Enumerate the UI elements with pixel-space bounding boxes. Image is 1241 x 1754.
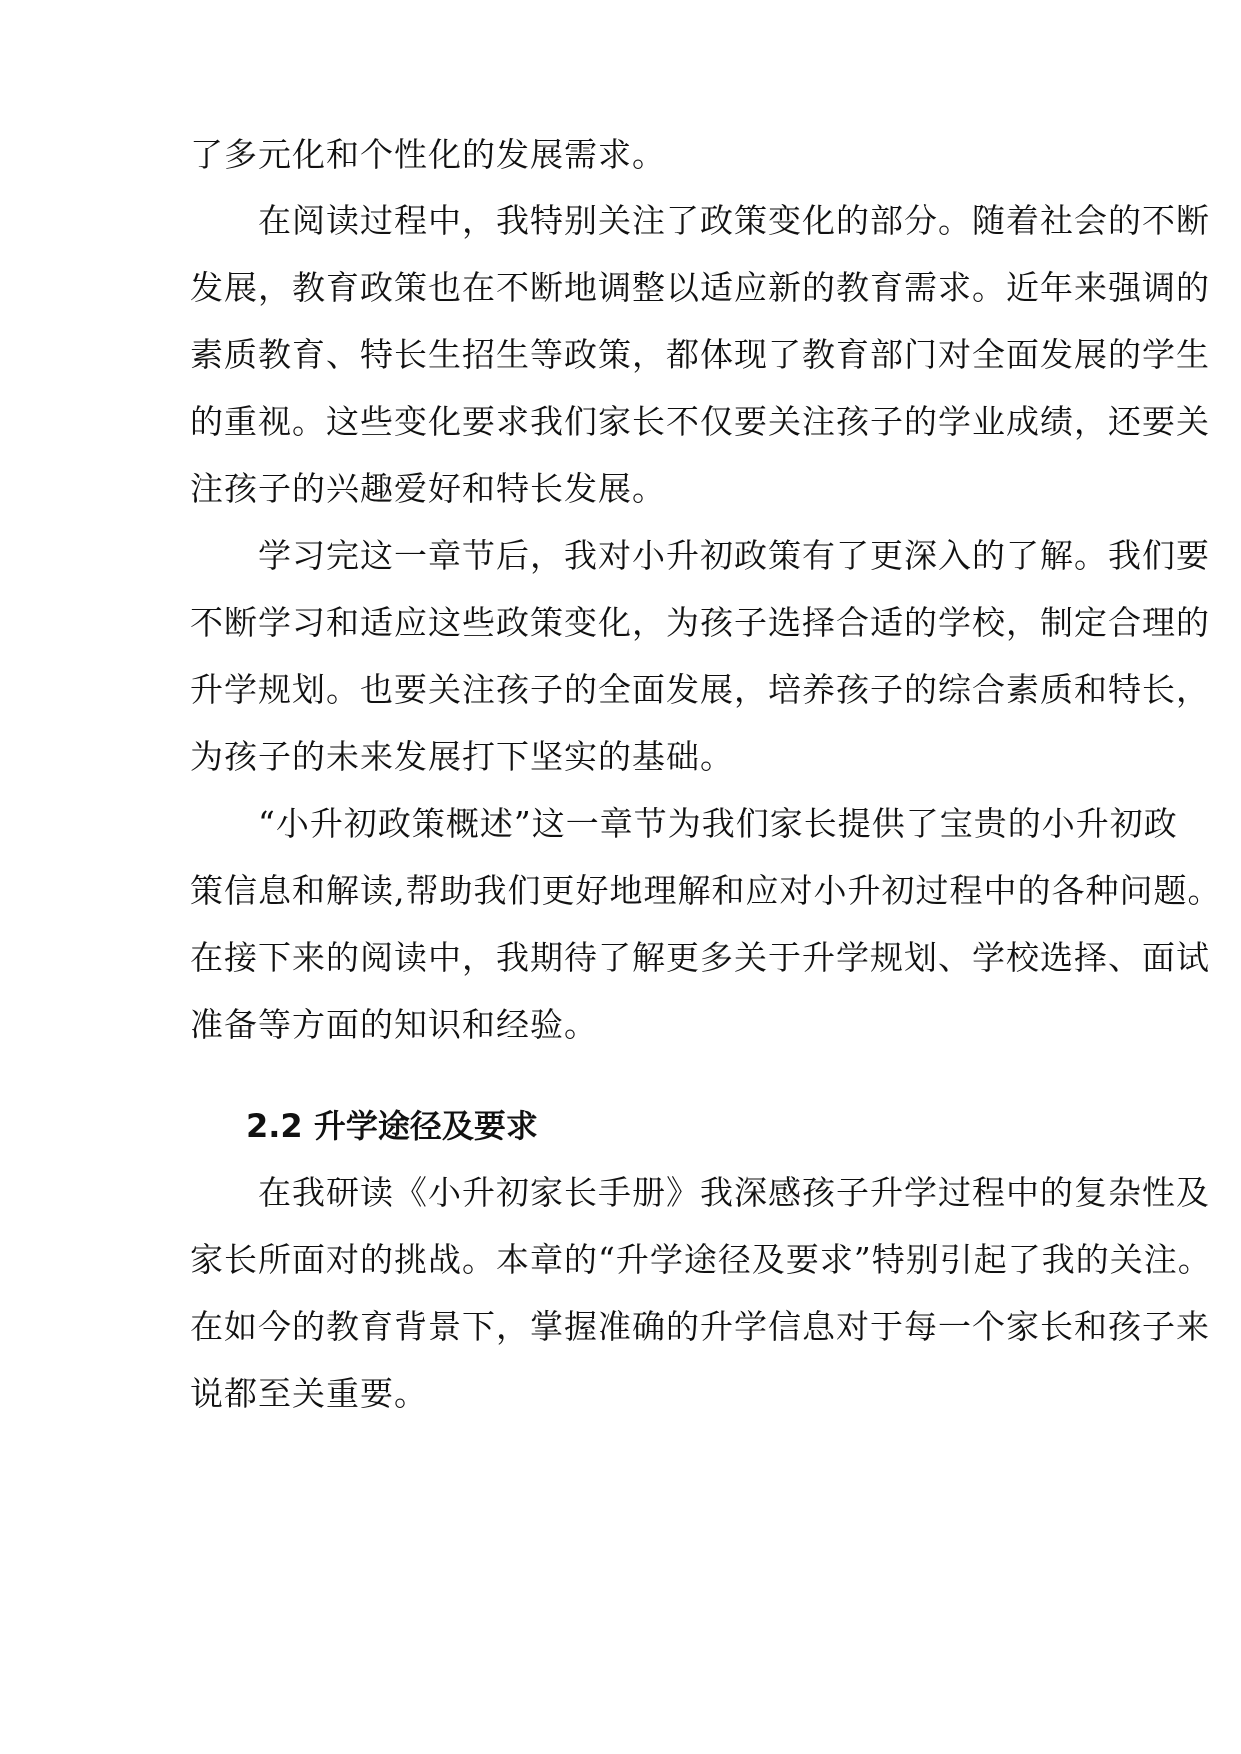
section-heading: 2.2 升学途径及要求 [246, 1107, 538, 1145]
text-line: 升学规划。也要关注孩子的全面发展，培养孩子的综合素质和特长， [190, 670, 1210, 709]
text-line: 素质教育、特长生招生等政策，都体现了教育部门对全面发展的学生 [190, 335, 1210, 374]
text-line: 在接下来的阅读中，我期待了解更多关于升学规划、学校选择、面试 [190, 938, 1210, 977]
text-line: 注孩子的兴趣爱好和特长发展。 [190, 469, 666, 508]
text-line: 发展，教育政策也在不断地调整以适应新的教育需求。近年来强调的 [190, 268, 1210, 307]
text-line: “小升初政策概述”这一章节为我们家长提供了宝贵的小升初政 [190, 804, 1178, 843]
text-line: 家长所面对的挑战。本章的“升学途径及要求”特别引起了我的关注。 [190, 1240, 1212, 1279]
text-line: 在如今的教育背景下，掌握准确的升学信息对于每一个家长和孩子来 [190, 1307, 1210, 1346]
text-line: 学习完这一章节后，我对小升初政策有了更深入的了解。我们要 [190, 536, 1210, 575]
text-line: 不断学习和适应这些政策变化，为孩子选择合适的学校，制定合理的 [190, 603, 1210, 642]
text-line: 在我研读《小升初家长手册》我深感孩子升学过程中的复杂性及 [190, 1173, 1210, 1212]
text-line: 了多元化和个性化的发展需求。 [190, 135, 666, 174]
text-line: 策信息和解读,帮助我们更好地理解和应对小升初过程中的各种问题。 [190, 871, 1222, 910]
text-line: 在阅读过程中，我特别关注了政策变化的部分。随着社会的不断 [190, 201, 1210, 240]
text-line: 的重视。这些变化要求我们家长不仅要关注孩子的学业成绩，还要关 [190, 402, 1210, 441]
text-line: 为孩子的未来发展打下坚实的基础。 [190, 737, 734, 776]
text-line: 准备等方面的知识和经验。 [190, 1005, 598, 1044]
text-line: 说都至关重要。 [190, 1374, 428, 1413]
